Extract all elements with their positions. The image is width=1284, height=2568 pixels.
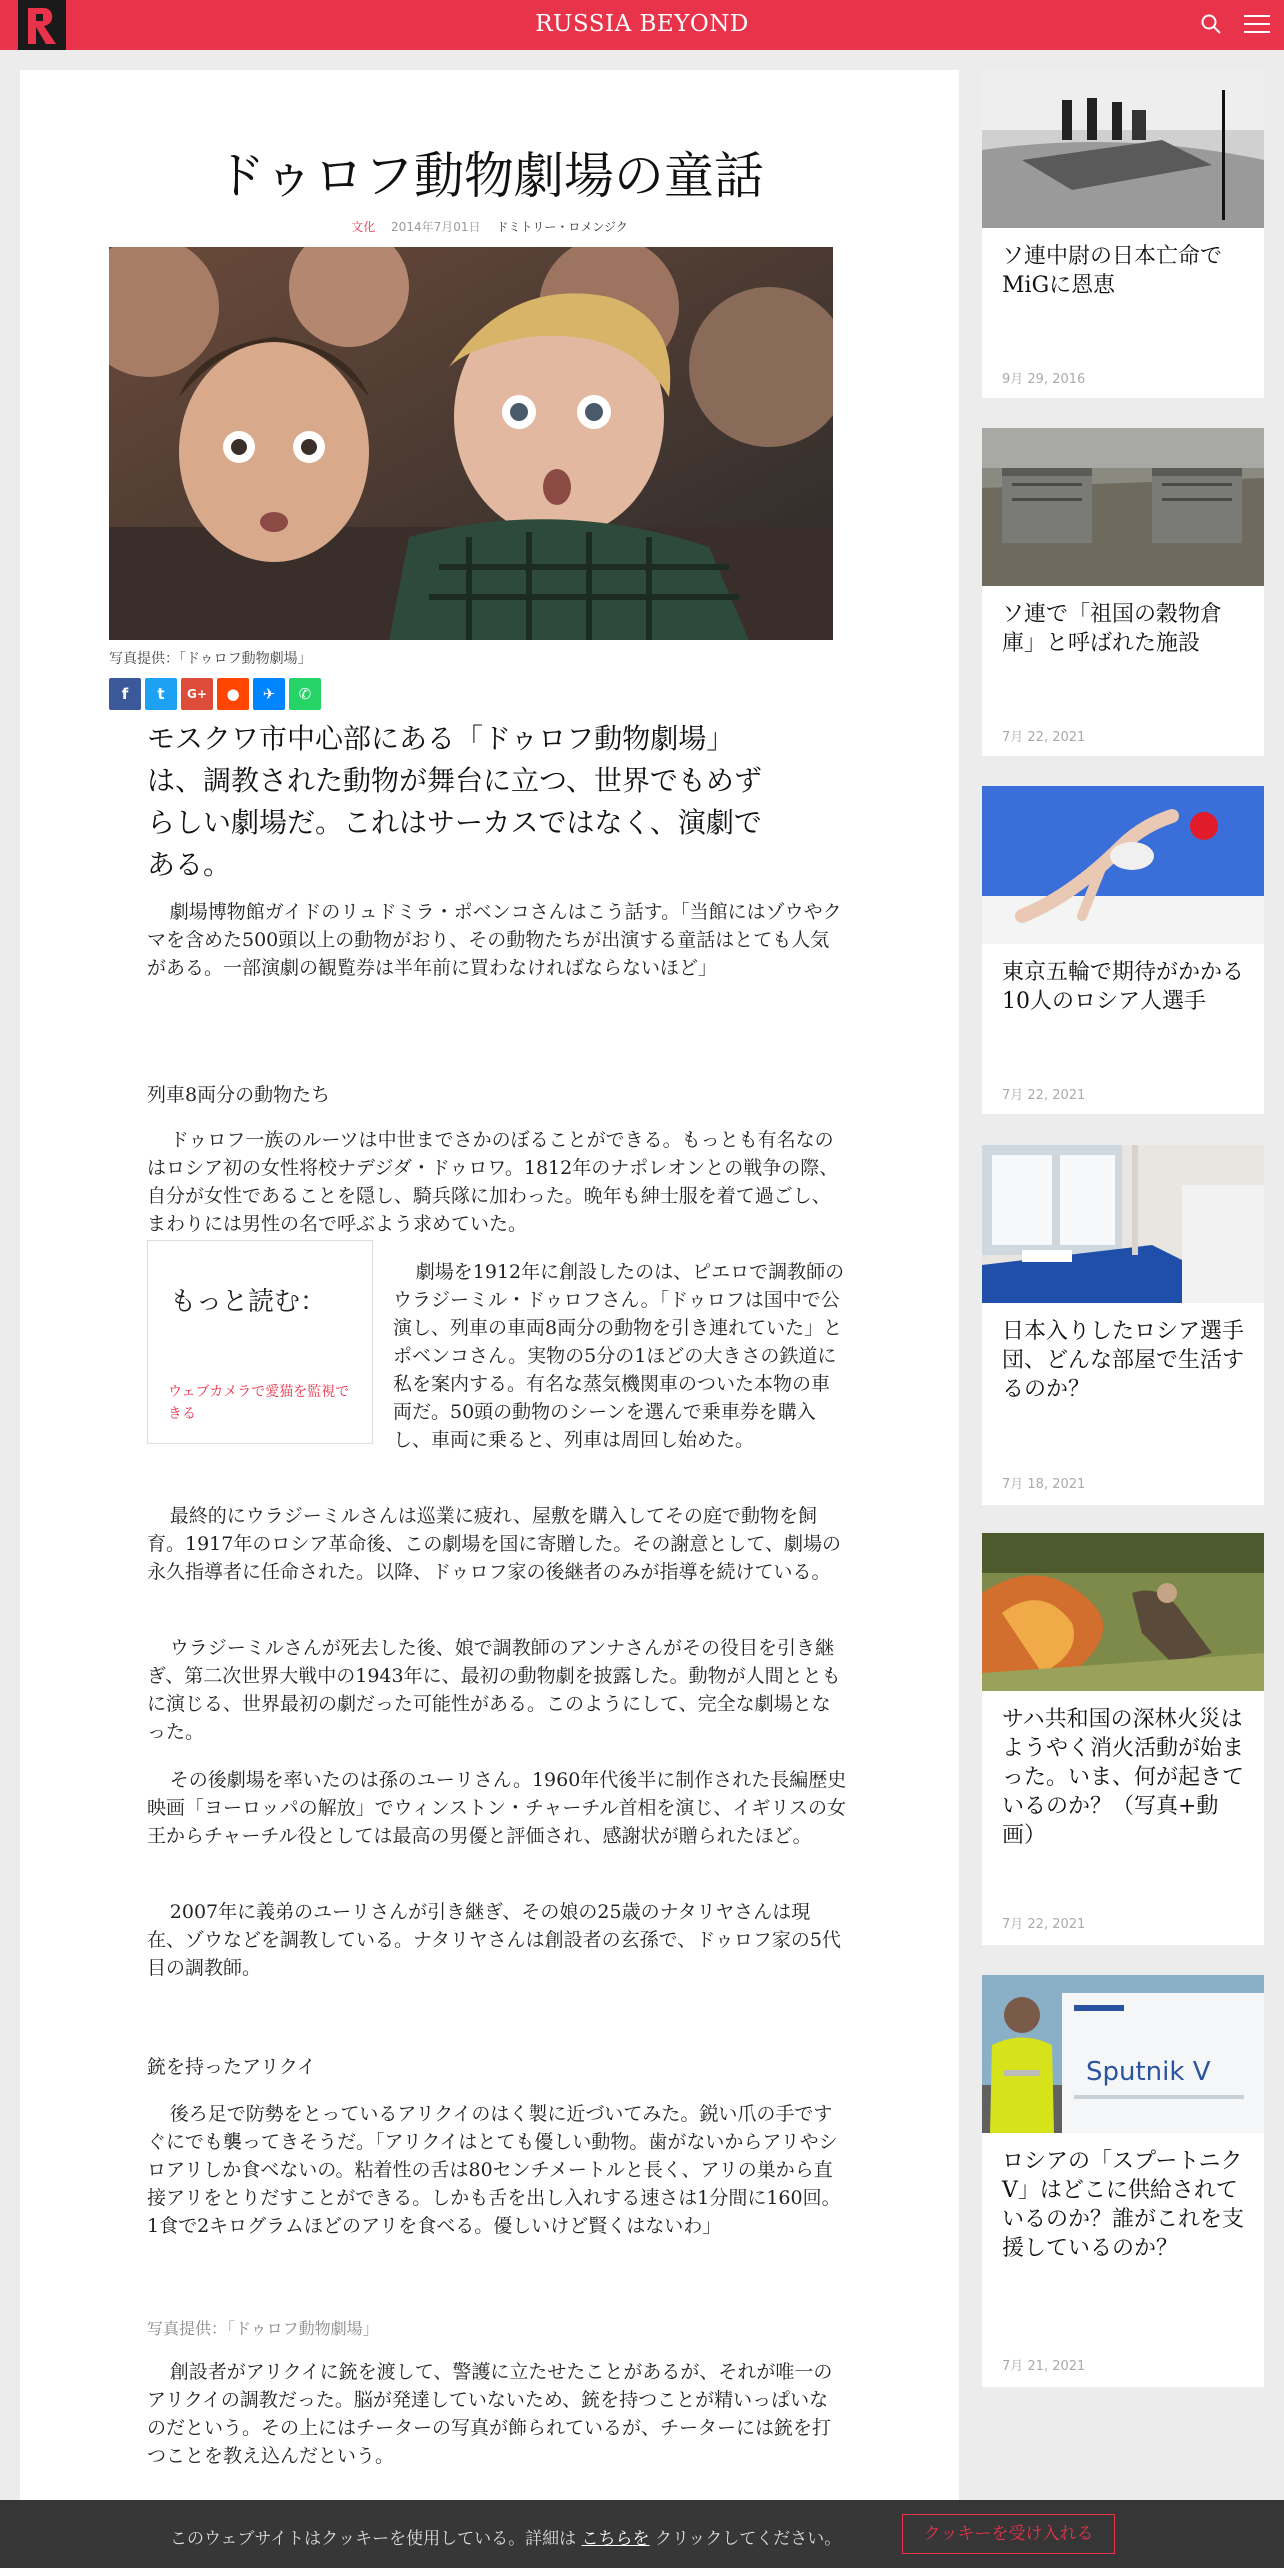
related-card-title[interactable]: 東京五輪で期待がかかる10人のロシア人選手 [1002,960,1245,1014]
paragraph: 最終的にウラジーミルさんは巡業に疲れ、屋敷を購入してその庭で動物を飼育。1917年のロシア革命後、この劇場を国に寄贈した。その謝意として、劇場の永久指導者に任命された。以降、ドゥロフ家の後継者のみが指導を続けている。 [147,1505,841,1583]
google-plus-icon[interactable]: G+ [181,678,213,710]
related-card-date: 7月 22, 2021 [1002,1917,1086,1932]
related-card-date: 9月 29, 2016 [1002,372,1086,387]
svg-text:Sputnik V: Sputnik V [1086,2057,1211,2087]
paragraph: 劇場を1912年に創設したのは、ピエロで調教師のウラジーミル・ドゥロフさん。「ドゥロフは国中で公演し、列車の車両8両分の動物を引き連れていた」とポベンコさん。実物の5分の1ほどの大きさの鉄道に私を案内する。有名な蒸気機関車のついた本物の車両だ。50頭の動物のシーンを選んで乗車券を購入し、車両に乗ると、列車は周回し始めた。 [393,1261,845,1451]
related-card-title[interactable]: 日本入りしたロシア選手団、どんな部屋で生活するのか？ [1002,1319,1245,1402]
related-card-image [982,1145,1264,1303]
related-card-date: 7月 18, 2021 [1002,1477,1086,1492]
related-card-image [982,1975,1264,2133]
related-card[interactable] [982,1145,1264,1505]
cookie-message: このウェブサイトはクッキーを使用している。詳細は こちらを クリックしてください。 [170,2529,842,2549]
related-card-title[interactable]: ソ連で「祖国の穀物倉庫」と呼ばれた施設 [1002,602,1223,656]
related-card[interactable] [982,1533,1264,1945]
publish-date: 2014年7月01日 [391,220,481,234]
read-more-heading: もっと読む： [170,1287,327,1317]
paragraph: 創設者がアリクイに銃を渡して、警護に立たせたことがあるが、それが唯一のアリクイの調教だった。脳が発達していないため、銃を持つことが精いっぱいなのだという。その上にはチーターの写真が飾られているが、チーターには銃を打つことを教え込んだという。 [147,2361,833,2467]
brand-title[interactable]: RUSSIA BEYOND [535,11,749,37]
hero-caption: 写真提供：「ドゥロフ動物劇場」 [109,651,312,667]
photo-caption: 写真提供：「ドゥロフ動物劇場」 [147,2319,379,2338]
related-card-image [982,786,1264,944]
twitter-icon[interactable]: t [145,678,177,710]
read-more-box [147,1240,373,1444]
cookie-banner [0,2500,1284,2568]
paragraph: ウラジーミルさんが死去した後、娘で調教師のアンナさんがその役目を引き継ぎ、第二次世界大戦中の1943年に、最初の動物劇を披露した。動物が人間とともに演じる、世界最初の劇だった可能性がある。このようにして、完全な劇場となった。 [147,1637,841,1743]
category-link[interactable]: 文化 [351,220,376,234]
related-card-title[interactable]: サハ共和国の深林火災はようやく消火活動が始まった。いま、何が起きているのか？（写真+動画） [1002,1707,1245,1848]
accept-cookies-button[interactable]: クッキーを受け入れる [902,2514,1115,2554]
related-card-date: 7月 22, 2021 [1002,1088,1086,1103]
related-card-image [982,1533,1264,1691]
top-bar [0,0,1284,50]
reddit-icon[interactable]: ● [217,678,249,710]
article-card [20,70,959,2568]
paragraph: 2007年に義弟のユーリさんが引き継ぎ、その娘の25歳のナタリヤさんは現在、ゾウなどを調教している。ナタリヤさんは創設者の玄孫で、ドゥロフ家の5代目の調教師。 [147,1901,841,1979]
subheading: 列車8両分の動物たち [147,1084,331,1106]
related-card[interactable] [982,70,1264,398]
page-title: ドゥロフ動物劇場の童話 [215,147,764,205]
facebook-icon[interactable]: f [109,678,141,710]
share-bar [109,678,321,710]
related-card[interactable] [982,786,1264,1114]
paragraph: 劇場博物館ガイドのリュドミラ・ポベンコさんはこう話す。「当館にはゾウやクマを含めた500頭以上の動物がおり、その動物たちが出演する童話はとても人気がある。一部演劇の観覧券は半年前に買わなければならないほど」 [147,901,842,979]
related-card-title[interactable]: ソ連中尉の日本亡命で MiGに恩恵 [1002,244,1223,298]
hero-image [109,247,833,640]
related-card-date: 7月 22, 2021 [1002,730,1086,745]
hamburger-menu-icon[interactable] [1244,15,1270,35]
author-link[interactable]: ドミトリー・ロメンジク [496,220,628,234]
whatsapp-icon[interactable]: ✆ [289,678,321,710]
related-card[interactable] [982,1975,1264,2387]
article-lead: モスクワ市中心部にある「ドゥロフ動物劇場」 は、調教された動物が舞台に立つ、世界でもめず らしい劇場だ。これはサーカスではなく、演劇で ある。 [147,722,762,881]
related-card-date: 7月 21, 2021 [1002,2359,1086,2374]
paragraph: 後ろ足で防勢をとっているアリクイのはく製に近づいてみた。鋭い爪の手ですぐにでも襲ってきそうだ。「アリクイはとても優しい動物。歯がないからアリやシロアリしか食べないの。粘着性の舌は80センチメートルと長く、アリの巣から直接アリをとりだすことができる。しかも舌を出し入れする速さは1分間に160回。1食で2キログラムほどのアリを食べる。優しいけど賢くはないわ」 [147,2103,841,2237]
cookie-details-link[interactable]: こちらを [581,2529,650,2549]
related-card-title[interactable]: ロシアの「スプートニクV」はどこに供給されているのか？誰がこれを支援しているのか？ [1002,2149,1245,2261]
related-card-image [982,70,1264,228]
related-card-image [982,428,1264,586]
article-meta [20,218,959,235]
subheading: 銃を持ったアリクイ [147,2056,316,2078]
search-icon[interactable] [1200,13,1224,37]
paragraph: ドゥロフ一族のルーツは中世までさかのぼることができる。もっとも有名なのはロシア初の女性将校ナデジダ・ドゥロワ。1812年のナポレオンとの戦争の際、自分が女性であることを隠し、騎兵隊に加わった。晩年も紳士服を着て過ごし、まわりには男性の名で呼ぶよう求めていた。 [147,1129,839,1235]
read-more-link[interactable]: ウェブカメラで愛猫を監視できる [168,1384,350,1422]
paragraph: その後劇場を率いたのは孫のユーリさん。1960年代後半に制作された長編歴史映画「ヨーロッパの解放」でウィンストン・チャーチル首相を演じ、イギリスの女王からチャーチル役としては最高の男優と評価され、感謝状が贈られたほど。 [147,1769,847,1847]
related-card[interactable] [982,428,1264,756]
messenger-icon[interactable]: ✈ [253,678,285,710]
